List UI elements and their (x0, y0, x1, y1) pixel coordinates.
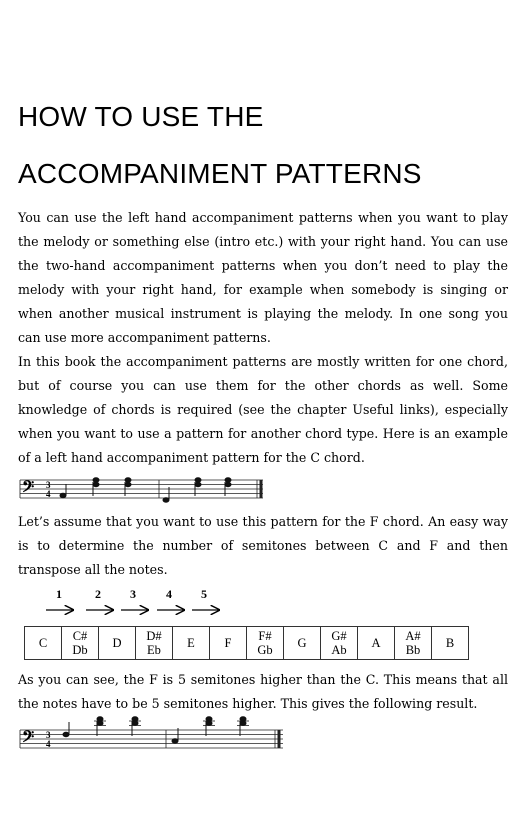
page-title-line-1: HOW TO USE THE (18, 101, 264, 132)
note-cell-g-sharp: G# Ab (321, 627, 358, 660)
note (225, 478, 231, 482)
svg-text:𝄢: 𝄢 (22, 478, 35, 500)
note-cell-a: A (358, 627, 395, 660)
note-cell-c: C (25, 627, 62, 660)
paragraph-transpose: Let’s assume that you want to use this pattern for the F chord. An easy way is to determine the number of semitones between C and F and then transpose all the notes. (18, 514, 508, 577)
time-signature-bottom: 4 (46, 739, 51, 749)
semitone-table (24, 626, 469, 660)
paragraph-chords: In this book the accompaniment patterns are mostly written for one chord, but of course you can use them for the other chords as well. Some knowledge of chords is required (see the chapter Useful links), especially when you want to use a pattern for another chord type. Here is an example of a left hand accompaniment pattern for the C chord. (18, 354, 508, 465)
page-title-line-2: ACCOMPANIMENT PATTERNS (18, 158, 422, 189)
semitone-arrows (40, 586, 240, 620)
note-cell-d-sharp: D# Eb (136, 627, 173, 660)
note (125, 478, 131, 482)
note-cell-g: G (284, 627, 321, 660)
note-cell-f-sharp: F# Gb (247, 627, 284, 660)
note (163, 498, 169, 502)
paragraph-intro: You can use the left hand accompaniment patterns when you want to play the melody or something else (intro etc.) with your right hand. You can use the two-hand accompaniment patterns when you don’t need to play the melody with your right hand, for example when somebody is singing or when another musical instrument is playing the melody. In one song you can use more accompaniment patterns. (18, 210, 508, 345)
bass-clef-icon (22, 478, 34, 500)
music-staff-c-pattern (18, 474, 268, 504)
note-cell-d: D (99, 627, 136, 660)
bass-clef-icon (22, 728, 34, 750)
step-number: 5 (201, 587, 207, 601)
page-title (18, 88, 422, 202)
note (195, 478, 201, 482)
note (63, 732, 69, 736)
step-number: 1 (56, 587, 62, 601)
note-cell-a-sharp: A# Bb (395, 627, 432, 660)
paragraph-result: As you can see, the F is 5 semitones higher than the C. This means that all the notes have to be 5 semitones higher. This gives the following result. (18, 672, 508, 711)
time-signature-bottom: 4 (46, 489, 51, 499)
note (60, 493, 66, 497)
svg-text:𝄢: 𝄢 (22, 728, 35, 750)
note-cell-c-sharp: C# Db (62, 627, 99, 660)
note-cell-b: B (432, 627, 469, 660)
note-cell-e: E (173, 627, 210, 660)
note (172, 739, 178, 743)
note (93, 478, 99, 482)
time-signature-top: 3 (46, 730, 51, 740)
time-signature-top: 3 (46, 480, 51, 490)
step-number: 2 (95, 587, 101, 601)
music-staff-f-pattern (18, 716, 288, 756)
step-number: 4 (166, 587, 172, 601)
step-number: 3 (130, 587, 136, 601)
note-cell-f: F (210, 627, 247, 660)
